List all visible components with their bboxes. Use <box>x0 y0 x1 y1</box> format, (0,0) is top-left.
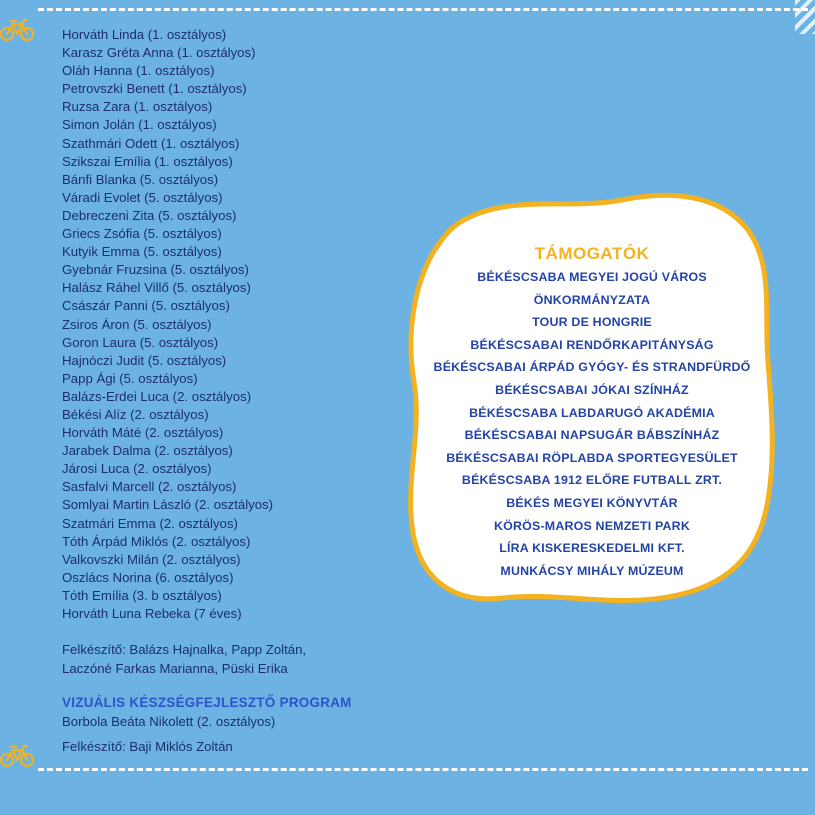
participant-item: Papp Ági (5. osztályos) <box>62 370 198 386</box>
participant-item: Gyebnár Fruzsina (5. osztályos) <box>62 262 249 278</box>
sponsor-item: BÉKÉSCSABAI RENDŐRKAPITÁNYSÁG <box>470 337 714 352</box>
participant-list <box>62 26 273 623</box>
sponsors-section <box>402 244 782 582</box>
participant-item: Szatmári Emma (2. osztályos) <box>62 515 238 531</box>
participant-item: Petrovszki Benett (1. osztályos) <box>62 81 247 97</box>
trainers-note <box>62 640 306 678</box>
participant-item: Járosi Luca (2. osztályos) <box>62 461 212 477</box>
participant-item: Váradi Evolet (5. osztályos) <box>62 189 223 205</box>
participant-item: Ruzsa Zara (1. osztályos) <box>62 99 213 115</box>
sponsors-title: TÁMOGATÓK <box>534 244 650 263</box>
participant-item: Goron Laura (5. osztályos) <box>62 334 219 350</box>
participant-item: Békési Alíz (2. osztályos) <box>62 406 209 422</box>
participant-item: Zsiros Áron (5. osztályos) <box>62 316 212 332</box>
sponsor-item: ÖNKORMÁNYZATA <box>533 292 651 307</box>
sponsor-item: BÉKÉSCSABAI RÖPLABDA SPORTEGYESÜLET <box>446 450 738 465</box>
sponsor-item: LÍRA KISKERESKEDELMI KFT. <box>499 541 685 556</box>
sponsor-item: BÉKÉSCSABAI ÁRPÁD GYÓGY- ÉS STRANDFÜRDŐ <box>433 360 751 375</box>
sponsor-item: TOUR DE HONGRIE <box>532 315 652 330</box>
participant-item: Oszlács Norina (6. osztályos) <box>62 569 234 585</box>
visual-program-title: VIZUÁLIS KÉSZSÉGFEJLESZTŐ PROGRAM <box>62 695 352 710</box>
participant-item: Horváth Máté (2. osztályos) <box>62 425 224 441</box>
participant-item: Kutyik Emma (5. osztályos) <box>62 244 222 260</box>
participant-item: Tóth Emília (3. b osztályos) <box>62 587 222 603</box>
sponsor-item: KÖRÖS-MAROS NEMZETI PARK <box>494 518 690 533</box>
participant-item: Bánfi Blanka (5. osztályos) <box>62 171 219 187</box>
visual-program-participant: Borbola Beáta Nikolett (2. osztályos) <box>62 714 276 729</box>
participant-item: Simon Jolán (1. osztályos) <box>62 117 217 133</box>
trainers-line: Felkészítő: Balázs Hajnalka, Papp Zoltán, <box>62 642 307 657</box>
participant-item: Valkovszki Milán (2. osztályos) <box>62 551 241 567</box>
participant-item: Debreczeni Zita (5. osztályos) <box>62 207 237 223</box>
sponsor-item: BÉKÉSCSABAI NAPSUGÁR BÁBSZÍNHÁZ <box>464 428 720 443</box>
sponsor-item: BÉKÉSCSABAI JÓKAI SZÍNHÁZ <box>495 382 689 397</box>
participant-item: Szathmári Odett (1. osztályos) <box>62 135 240 151</box>
dashed-divider-bottom <box>38 768 808 771</box>
participant-item: Balázs-Erdei Luca (2. osztályos) <box>62 388 252 404</box>
participant-item: Szikszai Emília (1. osztályos) <box>62 153 233 169</box>
participant-item: Halász Ráhel Villő (5. osztályos) <box>62 280 251 296</box>
participant-item: Hajnóczi Judit (5. osztályos) <box>62 352 227 368</box>
visual-program-trainer: Felkészítő: Baji Miklós Zoltán <box>62 739 233 754</box>
participant-item: Karasz Gréta Anna (1. osztályos) <box>62 45 256 61</box>
sponsor-item: BÉKÉSCSABA LABDARUGÓ AKADÉMIA <box>469 405 715 420</box>
participant-item: Oláh Hanna (1. osztályos) <box>62 63 215 79</box>
bicycle-icon <box>0 18 34 42</box>
participant-item: Horváth Luna Rebeka (7 éves) <box>62 606 242 621</box>
sponsor-item: MUNKÁCSY MIHÁLY MÚZEUM <box>500 563 684 578</box>
participant-item: Császár Panni (5. osztályos) <box>62 298 230 314</box>
sponsor-item: BÉKÉS MEGYEI KÖNYVTÁR <box>506 495 678 510</box>
participant-item: Sasfalvi Marcell (2. osztályos) <box>62 479 237 495</box>
participant-item: Griecs Zsófia (5. osztályos) <box>62 226 222 242</box>
sponsor-item: BÉKÉSCSABA MEGYEI JOGÚ VÁROS <box>477 270 707 284</box>
participant-item: Horváth Linda (1. osztályos) <box>62 27 227 42</box>
participant-item: Jarabek Dalma (2. osztályos) <box>62 443 233 459</box>
sponsor-item: BÉKÉSCSABA 1912 ELŐRE FUTBALL ZRT. <box>461 473 723 488</box>
participant-item: Somlyai Martin László (2. osztályos) <box>62 497 274 513</box>
dashed-divider-top <box>38 8 808 11</box>
bicycle-icon <box>0 744 34 768</box>
corner-stripe-decoration <box>795 0 815 34</box>
trainers-line: Laczóné Farkas Marianna, Püski Erika <box>62 661 288 676</box>
participant-item: Tóth Árpád Miklós (2. osztályos) <box>62 533 251 549</box>
